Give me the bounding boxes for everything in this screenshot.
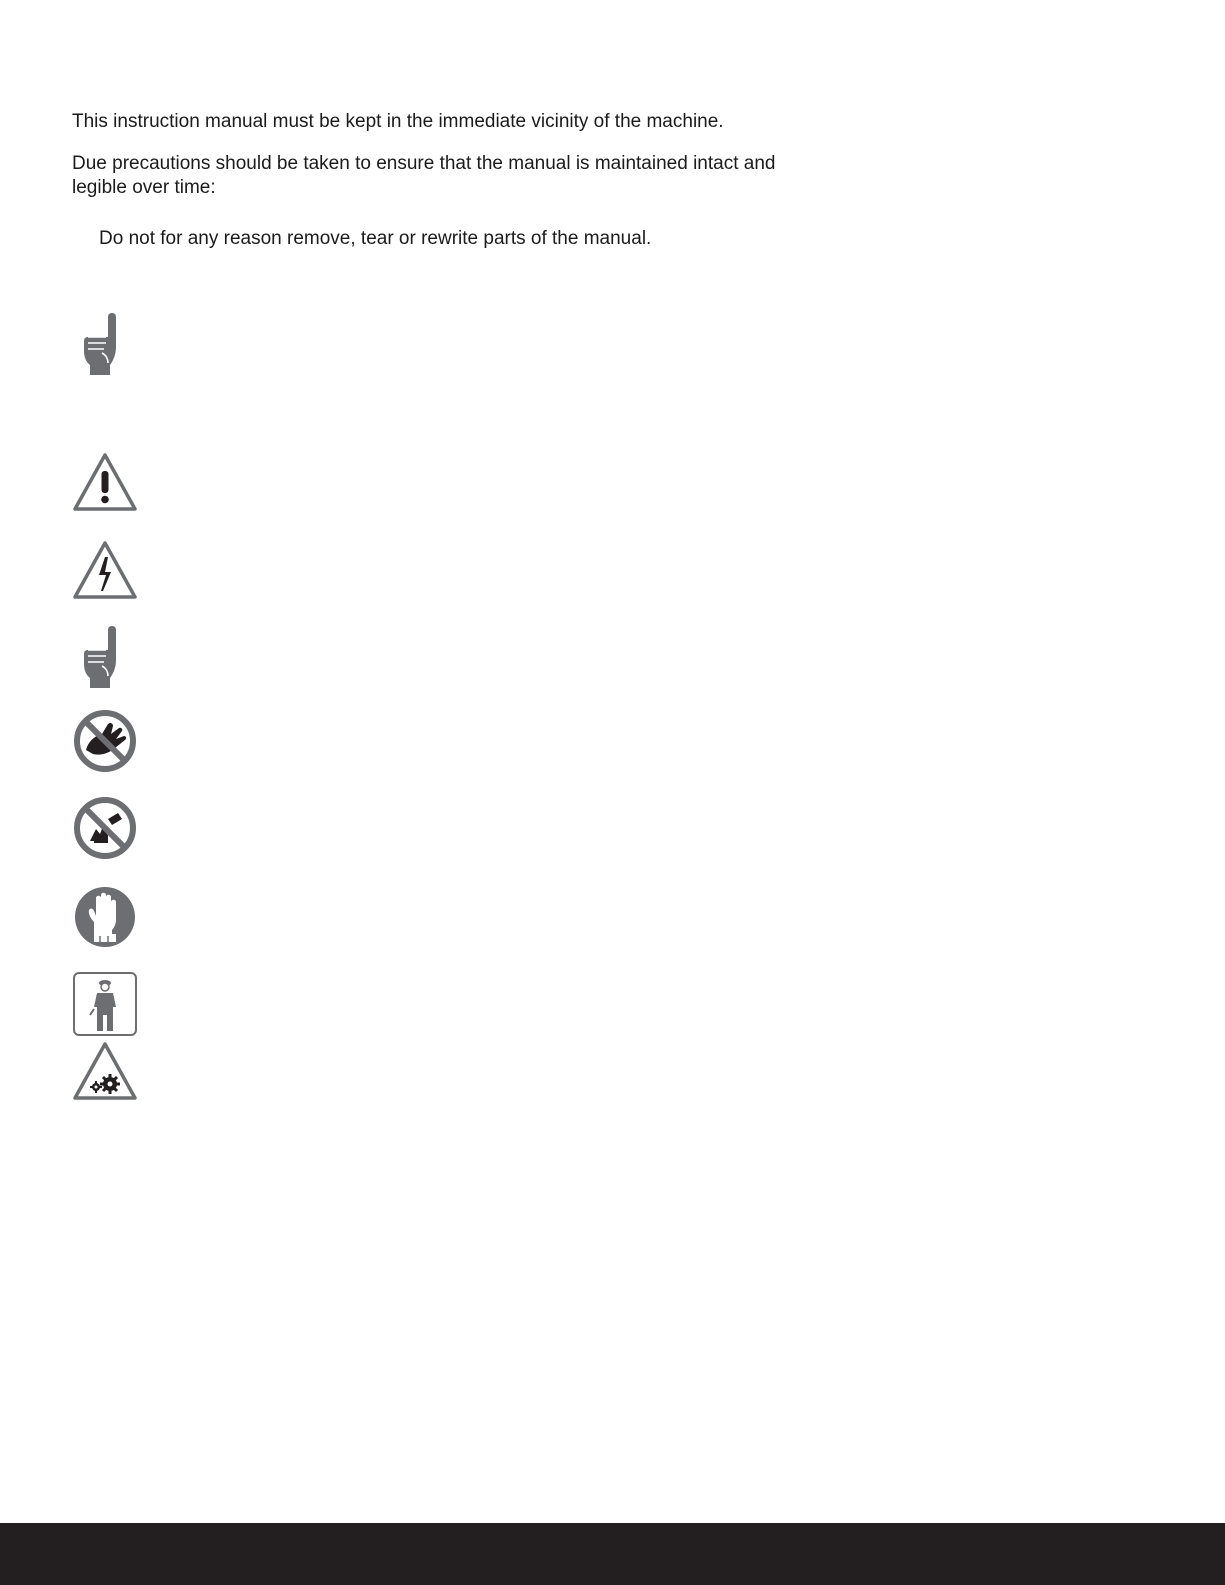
pointing-hand-note-icon: [72, 624, 138, 690]
general-warning-icon: [72, 451, 138, 517]
footer-bar: [0, 1523, 1225, 1585]
instruction-precautions: Due precautions should be taken to ensure that the manual is maintained intact and legible over time:: [72, 153, 776, 198]
no-hands-prohibited-icon: [72, 708, 138, 774]
instruction-keep-manual: This instruction manual must be kept in the immediate vicinity of the machine.: [72, 111, 724, 132]
moving-gears-hazard-icon: [72, 1040, 138, 1106]
qualified-technician-icon: [72, 971, 138, 1037]
pointing-hand-icon: [72, 311, 138, 377]
no-water-on-fire-icon: [72, 795, 138, 861]
protective-gloves-icon: [72, 884, 138, 950]
instruction-do-not-remove: Do not for any reason remove, tear or rewrite parts of the manual.: [99, 228, 652, 249]
electrical-hazard-icon: [72, 539, 138, 605]
